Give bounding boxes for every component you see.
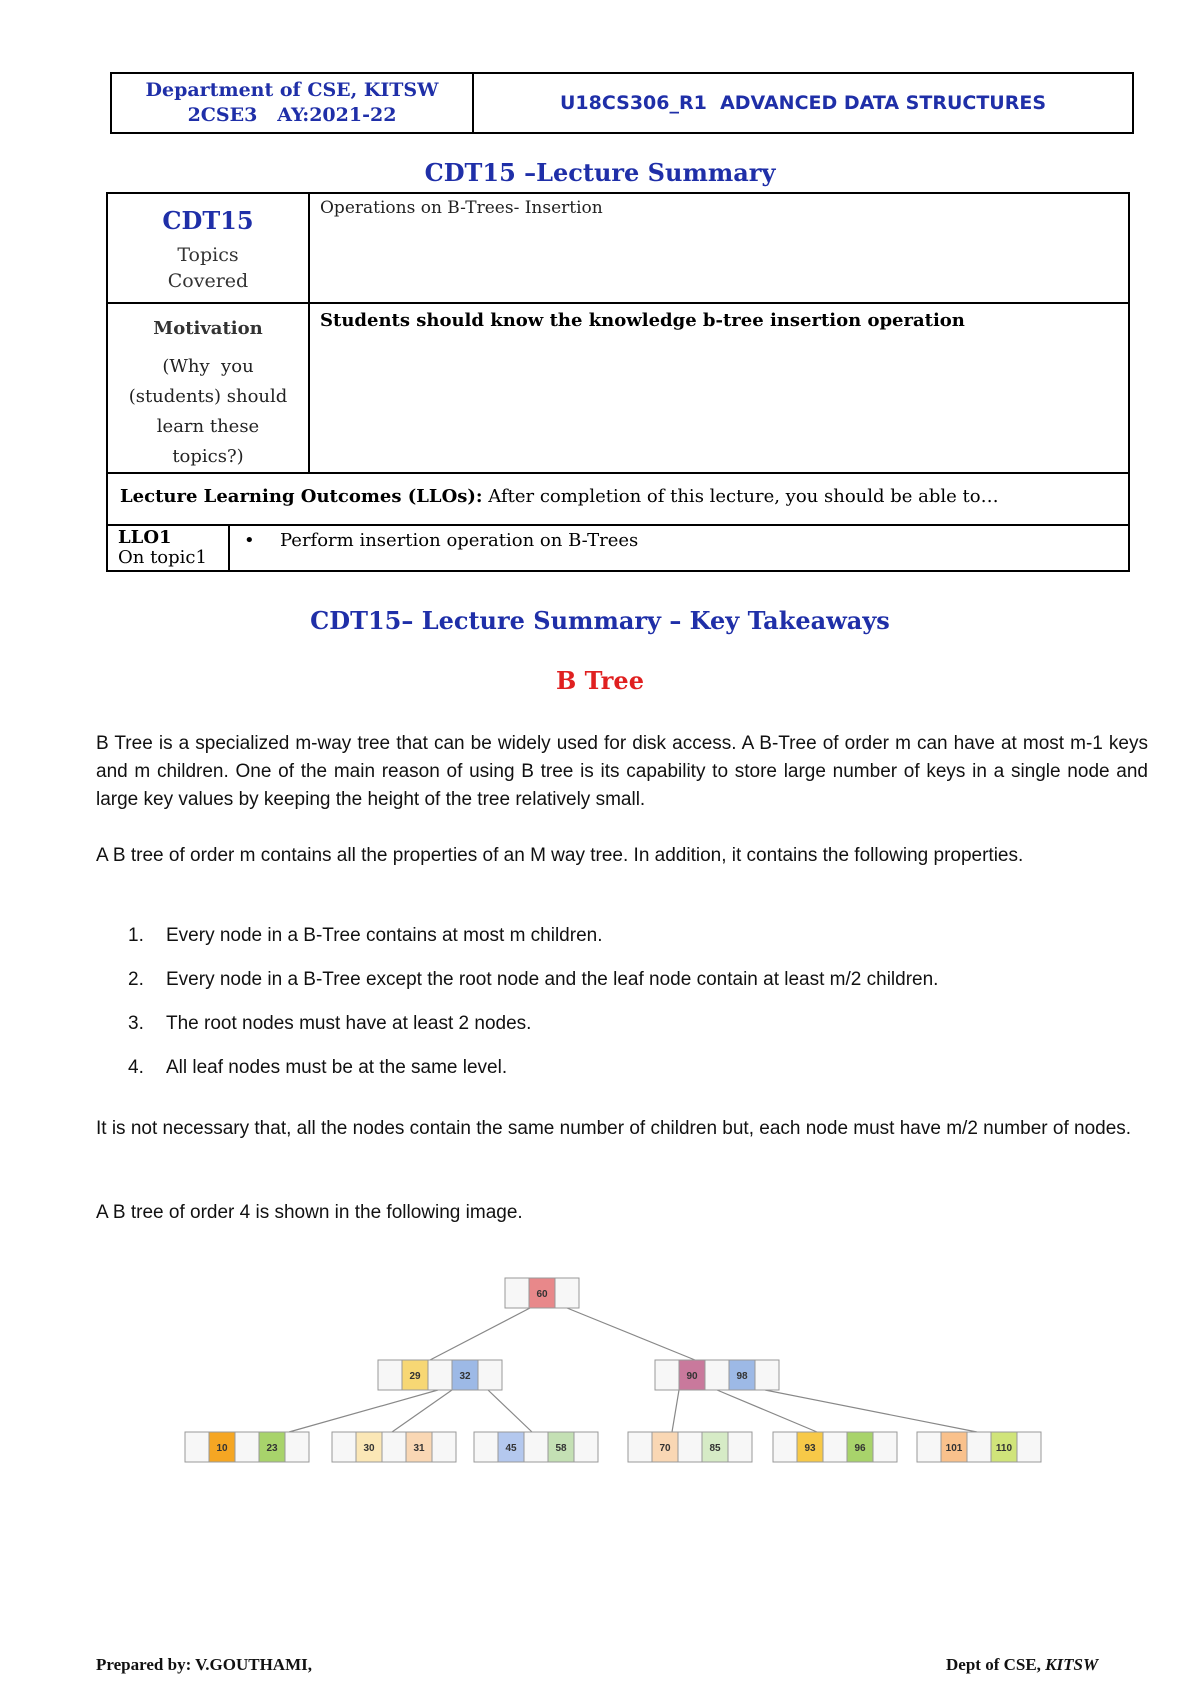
footer-dept-text: Dept of CSE,	[946, 1655, 1046, 1674]
motivation-sub-2: (students) should	[128, 386, 288, 407]
pointer-cell	[574, 1432, 598, 1462]
key-label: 32	[459, 1371, 471, 1382]
motivation-cell	[107, 303, 309, 473]
pointer-cell	[474, 1432, 498, 1462]
figure-caption: A B tree of order 4 is shown in the following image.	[96, 1202, 523, 1223]
pointer-cell	[678, 1432, 702, 1462]
key-label: 93	[804, 1443, 816, 1454]
edge	[392, 1390, 452, 1432]
course-header	[110, 72, 1134, 134]
key-takeaways-title: CDT15– Lecture Summary – Key Takeaways	[310, 606, 890, 635]
edge	[672, 1390, 679, 1432]
llo-topic: On topic1	[118, 547, 207, 568]
edge	[488, 1390, 532, 1432]
list-number: 3.	[128, 1013, 144, 1034]
pointer-cell	[555, 1278, 579, 1308]
list-item	[128, 1057, 507, 1079]
motivation-label: Motivation	[153, 318, 263, 339]
pointer-cell	[755, 1360, 779, 1390]
key-label: 23	[266, 1443, 278, 1454]
pointer-cell	[773, 1432, 797, 1462]
list-text: Every node in a B-Tree contains at most m children.	[166, 925, 603, 946]
list-number: 1.	[128, 925, 144, 946]
lecture-summary-table	[106, 192, 1130, 572]
department-name: Department of CSE, KITSW	[145, 79, 439, 101]
properties-intro: A B tree of order m contains all the properties of an M way tree. In addition, it contains the following properties.	[96, 845, 1024, 866]
key-label: 45	[505, 1443, 517, 1454]
pointer-cell	[823, 1432, 847, 1462]
pointer-cell	[1017, 1432, 1041, 1462]
llo-inner-table	[108, 526, 1128, 570]
footer-institute: KITSW	[1045, 1655, 1099, 1674]
lecture-summary-title: CDT15 –Lecture Summary	[424, 158, 776, 187]
list-text: The root nodes must have at least 2 nodes.	[166, 1013, 532, 1034]
list-text: All leaf nodes must be at the same level.	[166, 1057, 508, 1078]
llo-value: Perform insertion operation on B-Trees	[280, 530, 639, 551]
key-label: 29	[409, 1371, 421, 1382]
pointer-cell	[185, 1432, 209, 1462]
motivation-row	[107, 303, 1129, 473]
llo-cell	[107, 525, 1129, 571]
llo-heading-bold: Lecture Learning Outcomes (LLOs):	[120, 486, 483, 507]
pointer-cell	[705, 1360, 729, 1390]
llo-heading-rest: After completion of this lecture, you should be able to…	[482, 486, 999, 507]
btree-title: B Tree	[556, 666, 644, 695]
course-cell	[474, 74, 1132, 132]
pointer-cell	[967, 1432, 991, 1462]
llo-value-cell	[229, 526, 1128, 570]
list-item	[128, 1013, 531, 1035]
key-label: 101	[945, 1443, 963, 1454]
topics-row	[107, 193, 1129, 303]
topics-label-2: Covered	[167, 270, 249, 292]
edge	[289, 1390, 438, 1432]
list-number: 4.	[128, 1057, 144, 1078]
motivation-sub-3: learn these	[156, 416, 260, 437]
key-label: 85	[709, 1443, 721, 1454]
key-label: 60	[536, 1289, 548, 1300]
pointer-cell	[285, 1432, 309, 1462]
footer-prepared-by: Prepared by: V.GOUTHAMI,	[96, 1655, 312, 1674]
intro-paragraph: B Tree is a specialized m-way tree that can be widely used for disk access. A B-Tree of order m can have at most m-1 keys and m children. One of the main reason of using B tree is its capability to store large number of keys in a single node and large key values by keeping the height of the tree relatively small.	[96, 733, 1148, 810]
topics-label-1: Topics	[177, 244, 239, 266]
list-text: Every node in a B-Tree except the root node and the leaf node contain at least m/2 children.	[166, 969, 939, 990]
pointer-cell	[432, 1432, 456, 1462]
academic-year: 2CSE3 AY:2021-22	[187, 104, 397, 126]
key-label: 10	[216, 1443, 228, 1454]
cdt-cell	[107, 193, 309, 303]
pointer-cell	[428, 1360, 452, 1390]
pointer-cell	[873, 1432, 897, 1462]
pointer-cell	[378, 1360, 402, 1390]
pointer-cell	[505, 1278, 529, 1308]
key-label: 70	[659, 1443, 671, 1454]
cdt-code: CDT15	[162, 206, 254, 235]
key-label: 98	[736, 1371, 748, 1382]
btree-diagram	[0, 1250, 1200, 1490]
key-label: 30	[363, 1443, 375, 1454]
list-item	[128, 925, 603, 947]
topics-value: Operations on B-Trees- Insertion	[309, 193, 1129, 303]
key-label: 58	[555, 1443, 567, 1454]
pointer-cell	[332, 1432, 356, 1462]
edge	[567, 1308, 695, 1360]
bullet-icon: •	[244, 530, 255, 551]
llo-heading-row	[107, 473, 1129, 525]
pointer-cell	[628, 1432, 652, 1462]
motivation-sub-1: (Why you	[162, 356, 254, 377]
pointer-cell	[655, 1360, 679, 1390]
pointer-cell	[917, 1432, 941, 1462]
llo-heading	[107, 473, 1129, 525]
motivation-value: Students should know the knowledge b-tree insertion operation	[309, 303, 1129, 473]
key-label: 96	[854, 1443, 866, 1454]
key-label: 31	[413, 1443, 425, 1454]
footer-dept	[946, 1655, 1098, 1675]
course-title: U18CS306_R1 ADVANCED DATA STRUCTURES	[559, 92, 1047, 114]
pointer-cell	[235, 1432, 259, 1462]
llo-id-cell	[108, 526, 229, 570]
list-item	[128, 969, 938, 991]
pointer-cell	[728, 1432, 752, 1462]
list-number: 2.	[128, 969, 144, 990]
department-cell	[112, 74, 474, 132]
key-label: 90	[686, 1371, 698, 1382]
pointer-cell	[382, 1432, 406, 1462]
motivation-sub-4: topics?)	[172, 446, 244, 467]
edge	[717, 1390, 817, 1432]
pointer-cell	[478, 1360, 502, 1390]
edge	[765, 1390, 977, 1432]
llo-row	[107, 525, 1129, 571]
pointer-cell	[524, 1432, 548, 1462]
llo-id: LLO1	[118, 527, 172, 548]
key-label: 110	[995, 1443, 1013, 1454]
edge	[430, 1308, 530, 1360]
note-paragraph: It is not necessary that, all the nodes contain the same number of children but, each node must have m/2 number of nodes.	[96, 1118, 1132, 1139]
